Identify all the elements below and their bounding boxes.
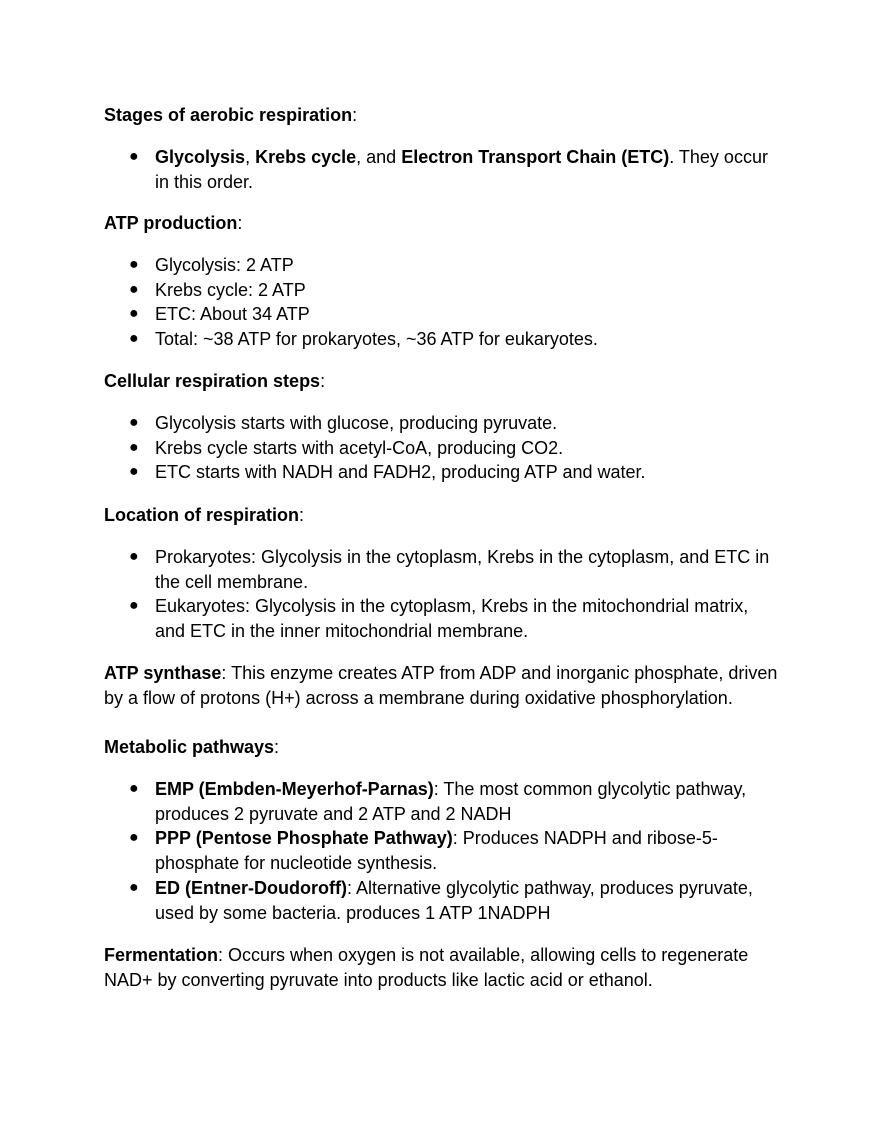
list-location [104, 545, 784, 644]
list-item [104, 460, 780, 485]
list-stages [104, 145, 784, 194]
paragraph-fermentation: Fermentation: Occurs when oxygen is not available, allowing cells to regenerate NAD+ by converting pyruvate into products like lactic acid or ethanol. [104, 945, 749, 990]
item-text: ETC starts with NADH and FADH2, producing ATP and water. [155, 462, 646, 483]
item-text: . They occur in this order. [155, 147, 768, 192]
list-metabolic-pathways [104, 777, 784, 925]
list-item [104, 253, 780, 278]
bold-term: Glycolysis [155, 147, 246, 167]
item-text: Total: ~38 ATP for prokaryotes, ~36 ATP for eukaryotes. [155, 329, 598, 350]
list-item [104, 545, 780, 594]
list-item [104, 411, 780, 436]
heading-location: Location of respiration: [104, 505, 305, 525]
item-text: Krebs cycle starts with acetyl-CoA, producing CO2. [155, 437, 564, 458]
bold-term: PPP (Pentose Phosphate Pathway) [155, 828, 453, 849]
item-text: Glycolysis: 2 ATP [155, 255, 294, 275]
list-item [104, 145, 780, 194]
list-item [104, 302, 780, 327]
list-respiration-steps [104, 411, 784, 485]
list-item [104, 876, 780, 925]
item-text: Krebs cycle: 2 ATP [155, 279, 306, 300]
item-text: Glycolysis starts with glucose, producing pyruvate. [155, 413, 558, 433]
heading-atp-production: ATP production: [104, 213, 243, 233]
item-text: ETC: About 34 ATP [155, 304, 310, 325]
list-item [104, 594, 780, 643]
paragraph-atp-synthase: ATP synthase: This enzyme creates ATP from ADP and inorganic phosphate, driven by a flow of protons (H+) across a membrane during oxidative phosphorylation. [104, 663, 778, 708]
heading-metabolic-pathways: Metabolic pathways: [104, 737, 280, 757]
bold-term: EMP (Embden-Meyerhof-Parnas) [155, 779, 434, 799]
list-item [104, 777, 780, 826]
heading-stages: Stages of aerobic respiration: [104, 105, 358, 125]
bold-term: Electron Transport Chain (ETC) [401, 147, 670, 167]
bold-term: ED (Entner-Doudoroff) [155, 877, 347, 898]
item-text: : The most common glycolytic pathway, produces 2 pyruvate and 2 ATP and 2 NADH [155, 779, 747, 824]
list-item [104, 436, 780, 461]
item-text: , [245, 147, 256, 167]
item-text: : Alternative glycolytic pathway, produces pyruvate, used by some bacteria. produces 1 ATP 1NADPH [155, 877, 753, 923]
list-item [104, 826, 780, 875]
heading-respiration-steps: Cellular respiration steps: [104, 371, 326, 391]
item-text: , and [356, 147, 402, 167]
list-atp-production [104, 253, 784, 352]
item-text: Eukaryotes: Glycolysis in the cytoplasm, Krebs in the mitochondrial matrix, and ETC in the inner mitochondrial membrane. [155, 596, 749, 642]
bold-term: Krebs cycle [255, 147, 357, 167]
item-text: Prokaryotes: Glycolysis in the cytoplasm, Krebs in the cytoplasm, and ETC in the cell membrane. [155, 547, 770, 592]
list-item [104, 278, 780, 303]
list-item [104, 327, 780, 352]
item-text: : Produces NADPH and ribose-5-phosphate for nucleotide synthesis. [155, 828, 718, 874]
